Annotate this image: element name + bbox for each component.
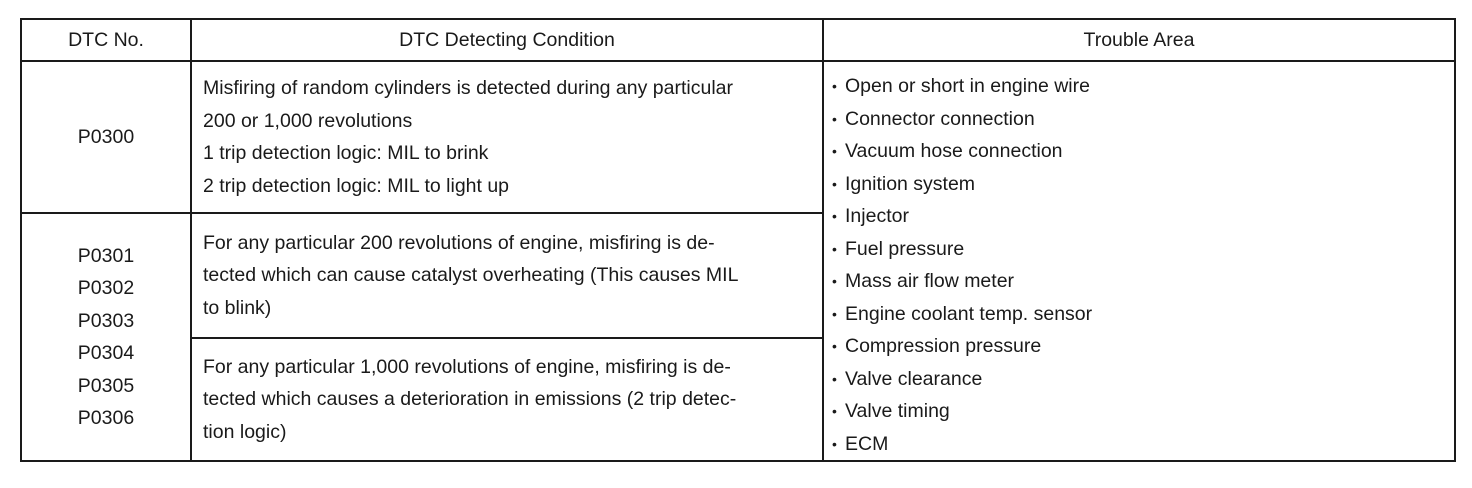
condition-line: tion logic) bbox=[203, 420, 287, 443]
condition-cell bbox=[191, 338, 823, 461]
list-item bbox=[832, 103, 1454, 136]
header-trouble-area: Trouble Area bbox=[823, 19, 1455, 61]
trouble-area-text: Valve timing bbox=[845, 400, 950, 422]
table-row bbox=[21, 61, 1455, 213]
bullet-icon: • bbox=[832, 143, 837, 159]
dtc-code: P0306 bbox=[77, 407, 135, 429]
header-dtc-no: DTC No. bbox=[21, 19, 191, 61]
trouble-area-text: Open or short in engine wire bbox=[845, 75, 1090, 97]
bullet-icon: • bbox=[832, 240, 837, 257]
bullet-icon: • bbox=[832, 305, 837, 322]
header-row bbox=[21, 19, 1455, 61]
condition-cell bbox=[191, 61, 823, 213]
condition-line: Misfiring of random cylinders is detected during any particular bbox=[203, 77, 733, 99]
dtc-code: P0305 bbox=[77, 374, 135, 397]
condition-line: For any particular 1,000 revolutions of engine, misfiring is de- bbox=[203, 355, 731, 378]
trouble-area-text: Fuel pressure bbox=[845, 237, 965, 260]
bullet-icon: • bbox=[832, 273, 837, 289]
bullet-icon: • bbox=[832, 78, 837, 94]
list-item bbox=[832, 298, 1454, 331]
dtc-code-cell bbox=[21, 213, 191, 461]
condition-line: 200 or 1,000 revolutions bbox=[203, 109, 413, 132]
bullet-icon: • bbox=[832, 403, 837, 419]
bullet-icon: • bbox=[832, 110, 837, 127]
trouble-area-cell bbox=[823, 61, 1455, 461]
list-item bbox=[832, 70, 1454, 103]
list-item bbox=[832, 200, 1454, 233]
dtc-code-cell bbox=[21, 61, 191, 213]
list-item bbox=[832, 363, 1454, 396]
list-item bbox=[832, 428, 1454, 461]
bullet-icon: • bbox=[832, 370, 837, 387]
dtc-code: P0302 bbox=[77, 277, 135, 299]
list-item bbox=[832, 395, 1454, 428]
dtc-code: P0301 bbox=[77, 244, 135, 267]
list-item bbox=[832, 233, 1454, 266]
bullet-icon: • bbox=[832, 338, 837, 354]
condition-line: 2 trip detection logic: MIL to light up bbox=[203, 174, 510, 197]
list-item bbox=[832, 135, 1454, 168]
trouble-area-text: Engine coolant temp. sensor bbox=[845, 302, 1093, 325]
condition-line: tected which causes a deterioration in emissions (2 trip detec- bbox=[203, 388, 737, 411]
trouble-area-text: Mass air flow meter bbox=[845, 270, 1015, 292]
list-item bbox=[832, 330, 1454, 363]
dtc-code: P0304 bbox=[77, 342, 135, 364]
list-item bbox=[832, 168, 1454, 201]
trouble-area-text: ECM bbox=[845, 432, 889, 455]
trouble-area-list bbox=[832, 70, 1454, 460]
list-item bbox=[832, 265, 1454, 298]
dtc-code: P0300 bbox=[77, 125, 135, 148]
header-condition: DTC Detecting Condition bbox=[191, 19, 823, 61]
bullet-icon: • bbox=[832, 208, 837, 224]
condition-cell bbox=[191, 213, 823, 338]
bullet-icon: • bbox=[832, 435, 837, 452]
dtc-code: P0303 bbox=[77, 309, 135, 332]
dtc-table bbox=[20, 18, 1456, 462]
condition-line: tected which can cause catalyst overheating (This causes MIL bbox=[203, 264, 739, 287]
bullet-icon: • bbox=[832, 175, 837, 192]
condition-line: 1 trip detection logic: MIL to brink bbox=[203, 142, 489, 164]
condition-line: to blink) bbox=[203, 296, 272, 319]
trouble-area-text: Connector connection bbox=[845, 107, 1035, 130]
trouble-area-text: Compression pressure bbox=[845, 335, 1042, 357]
trouble-area-text: Vacuum hose connection bbox=[845, 140, 1063, 162]
trouble-area-text: Ignition system bbox=[845, 172, 976, 195]
trouble-area-text: Valve clearance bbox=[845, 367, 983, 390]
condition-line: For any particular 200 revolutions of engine, misfiring is de- bbox=[203, 231, 715, 254]
trouble-area-text: Injector bbox=[845, 205, 909, 227]
